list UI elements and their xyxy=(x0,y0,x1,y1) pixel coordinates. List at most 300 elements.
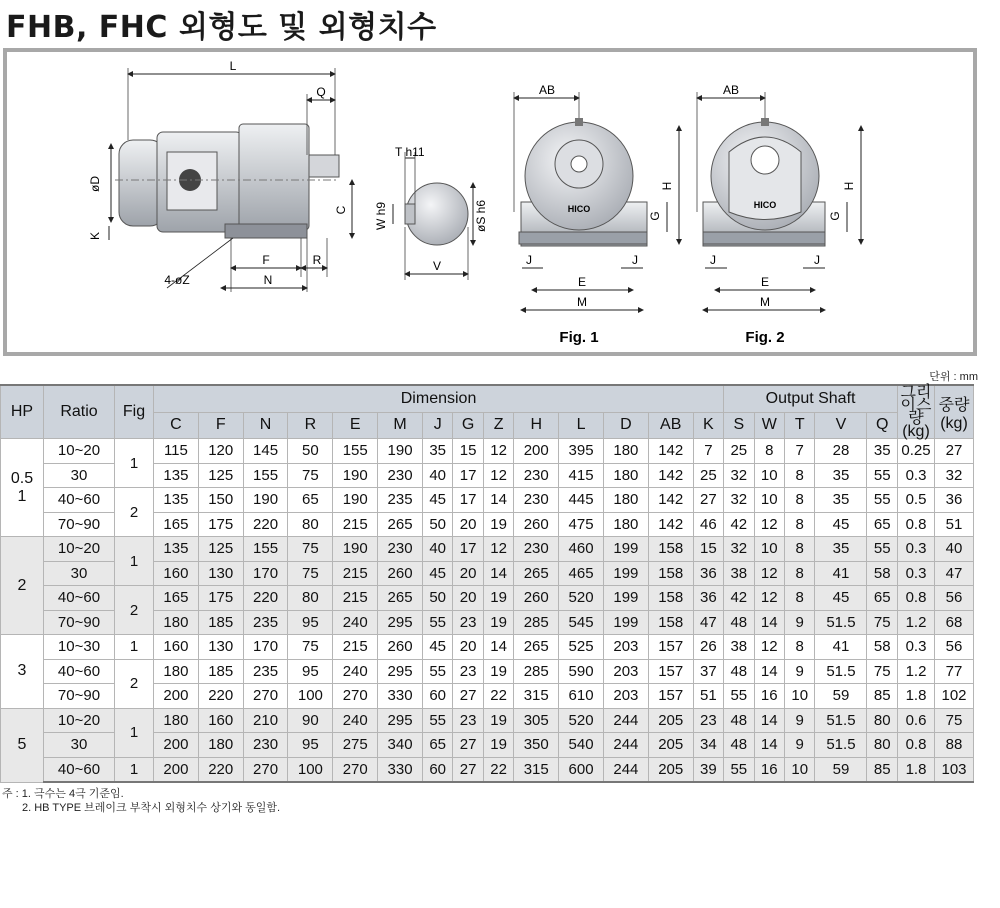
value-cell: 75 xyxy=(935,708,974,733)
value-cell: 75 xyxy=(288,463,333,488)
brand-label: HICO xyxy=(567,204,591,214)
label-D: øD xyxy=(88,176,102,192)
header-grease: 그리 이스량 (kg) xyxy=(898,385,935,439)
table-row xyxy=(1,635,974,660)
value-cell: 28 xyxy=(815,439,867,464)
value-cell: 80 xyxy=(288,512,333,537)
value-cell: 244 xyxy=(603,757,648,782)
value-cell: 285 xyxy=(514,610,559,635)
value-cell: 32 xyxy=(935,463,974,488)
column-header: H xyxy=(514,412,559,438)
value-cell: 39 xyxy=(693,757,723,782)
value-cell: 51.5 xyxy=(815,733,867,758)
value-cell: 244 xyxy=(603,733,648,758)
header-fig: Fig xyxy=(115,385,154,439)
value-cell: 8 xyxy=(785,586,815,611)
value-cell: 16 xyxy=(754,684,784,709)
value-cell: 155 xyxy=(243,463,288,488)
value-cell: 19 xyxy=(483,512,513,537)
value-cell: 9 xyxy=(785,659,815,684)
value-cell: 20 xyxy=(453,635,483,660)
value-cell: 160 xyxy=(154,561,199,586)
column-header: S xyxy=(724,412,754,438)
value-cell: 244 xyxy=(603,708,648,733)
value-cell: 22 xyxy=(483,684,513,709)
value-cell: 600 xyxy=(559,757,604,782)
value-cell: 25 xyxy=(724,439,754,464)
value-cell: 68 xyxy=(935,610,974,635)
value-cell: 199 xyxy=(603,537,648,562)
fig-cell: 1 xyxy=(115,439,154,488)
column-header: K xyxy=(693,412,723,438)
value-cell: 20 xyxy=(453,512,483,537)
value-cell: 215 xyxy=(333,561,378,586)
header-dimension: Dimension xyxy=(154,385,724,412)
value-cell: 610 xyxy=(559,684,604,709)
value-cell: 56 xyxy=(935,635,974,660)
value-cell: 285 xyxy=(514,659,559,684)
label-T: T h11 xyxy=(395,145,425,159)
value-cell: 295 xyxy=(378,659,423,684)
value-cell: 265 xyxy=(378,512,423,537)
value-cell: 41 xyxy=(815,635,867,660)
value-cell: 0.6 xyxy=(898,708,935,733)
header-weight: 중량 (kg) xyxy=(935,385,974,439)
value-cell: 8 xyxy=(785,635,815,660)
value-cell: 295 xyxy=(378,610,423,635)
value-cell: 260 xyxy=(514,586,559,611)
value-cell: 15 xyxy=(693,537,723,562)
column-header: AB xyxy=(648,412,693,438)
header-hp: HP xyxy=(1,385,44,439)
value-cell: 350 xyxy=(514,733,559,758)
value-cell: 7 xyxy=(693,439,723,464)
value-cell: 525 xyxy=(559,635,604,660)
hp-cell: 2 xyxy=(1,537,44,635)
value-cell: 240 xyxy=(333,610,378,635)
value-cell: 77 xyxy=(935,659,974,684)
value-cell: 180 xyxy=(154,659,199,684)
value-cell: 8 xyxy=(785,512,815,537)
value-cell: 85 xyxy=(867,757,898,782)
value-cell: 12 xyxy=(754,561,784,586)
value-cell: 260 xyxy=(378,561,423,586)
header-ratio: Ratio xyxy=(44,385,115,439)
value-cell: 205 xyxy=(648,733,693,758)
value-cell: 100 xyxy=(288,684,333,709)
value-cell: 55 xyxy=(422,708,452,733)
value-cell: 38 xyxy=(724,561,754,586)
value-cell: 55 xyxy=(724,684,754,709)
value-cell: 200 xyxy=(514,439,559,464)
value-cell: 142 xyxy=(648,488,693,513)
value-cell: 545 xyxy=(559,610,604,635)
value-cell: 175 xyxy=(198,512,243,537)
value-cell: 32 xyxy=(724,488,754,513)
value-cell: 330 xyxy=(378,684,423,709)
value-cell: 27 xyxy=(693,488,723,513)
label-V: V xyxy=(432,259,442,273)
value-cell: 190 xyxy=(378,439,423,464)
value-cell: 340 xyxy=(378,733,423,758)
value-cell: 520 xyxy=(559,708,604,733)
value-cell: 315 xyxy=(514,757,559,782)
table-row xyxy=(1,537,974,562)
value-cell: 9 xyxy=(785,733,815,758)
value-cell: 51.5 xyxy=(815,659,867,684)
value-cell: 270 xyxy=(243,684,288,709)
label-N: N xyxy=(263,273,273,287)
value-cell: 25 xyxy=(693,463,723,488)
value-cell: 200 xyxy=(154,684,199,709)
value-cell: 12 xyxy=(483,537,513,562)
value-cell: 55 xyxy=(867,463,898,488)
value-cell: 115 xyxy=(154,439,199,464)
value-cell: 230 xyxy=(378,463,423,488)
value-cell: 42 xyxy=(724,512,754,537)
value-cell: 220 xyxy=(243,586,288,611)
value-cell: 14 xyxy=(754,733,784,758)
value-cell: 48 xyxy=(724,610,754,635)
value-cell: 80 xyxy=(867,733,898,758)
column-header: W xyxy=(754,412,784,438)
header-output-shaft: Output Shaft xyxy=(724,385,898,412)
value-cell: 130 xyxy=(198,635,243,660)
value-cell: 135 xyxy=(154,488,199,513)
value-cell: 32 xyxy=(724,537,754,562)
value-cell: 180 xyxy=(603,463,648,488)
value-cell: 59 xyxy=(815,684,867,709)
value-cell: 180 xyxy=(603,488,648,513)
value-cell: 58 xyxy=(867,561,898,586)
table-row xyxy=(1,488,974,513)
value-cell: 80 xyxy=(867,708,898,733)
value-cell: 95 xyxy=(288,610,333,635)
value-cell: 180 xyxy=(603,512,648,537)
value-cell: 215 xyxy=(333,635,378,660)
value-cell: 48 xyxy=(724,659,754,684)
value-cell: 165 xyxy=(154,512,199,537)
value-cell: 330 xyxy=(378,757,423,782)
value-cell: 170 xyxy=(243,635,288,660)
value-cell: 235 xyxy=(243,659,288,684)
value-cell: 51.5 xyxy=(815,708,867,733)
label-E-2: E xyxy=(760,275,770,289)
label-L: L xyxy=(229,59,237,73)
note-1: 주 : 1. 극수는 4극 기준임. xyxy=(2,788,124,800)
value-cell: 17 xyxy=(453,537,483,562)
value-cell: 45 xyxy=(815,512,867,537)
value-cell: 7 xyxy=(785,439,815,464)
value-cell: 158 xyxy=(648,586,693,611)
value-cell: 34 xyxy=(693,733,723,758)
value-cell: 16 xyxy=(754,757,784,782)
column-header: E xyxy=(333,412,378,438)
value-cell: 80 xyxy=(288,586,333,611)
value-cell: 155 xyxy=(243,537,288,562)
value-cell: 215 xyxy=(333,586,378,611)
value-cell: 160 xyxy=(198,708,243,733)
value-cell: 200 xyxy=(154,757,199,782)
label-K: K xyxy=(88,231,102,241)
value-cell: 32 xyxy=(724,463,754,488)
value-cell: 103 xyxy=(935,757,974,782)
value-cell: 205 xyxy=(648,708,693,733)
value-cell: 35 xyxy=(815,537,867,562)
value-cell: 0.8 xyxy=(898,586,935,611)
ratio-cell: 30 xyxy=(44,463,115,488)
value-cell: 100 xyxy=(288,757,333,782)
ratio-cell: 10~20 xyxy=(44,708,115,733)
value-cell: 203 xyxy=(603,684,648,709)
value-cell: 475 xyxy=(559,512,604,537)
value-cell: 142 xyxy=(648,439,693,464)
ratio-cell: 30 xyxy=(44,561,115,586)
value-cell: 14 xyxy=(754,708,784,733)
value-cell: 0.3 xyxy=(898,635,935,660)
value-cell: 265 xyxy=(514,635,559,660)
value-cell: 65 xyxy=(288,488,333,513)
column-header: G xyxy=(453,412,483,438)
value-cell: 210 xyxy=(243,708,288,733)
value-cell: 190 xyxy=(333,488,378,513)
dimension-table xyxy=(0,384,974,783)
value-cell: 36 xyxy=(693,586,723,611)
value-cell: 14 xyxy=(754,610,784,635)
value-cell: 65 xyxy=(867,512,898,537)
ratio-cell: 40~60 xyxy=(44,757,115,782)
fig1-front-view xyxy=(519,118,647,246)
column-header: M xyxy=(378,412,423,438)
value-cell: 180 xyxy=(154,610,199,635)
value-cell: 190 xyxy=(243,488,288,513)
value-cell: 37 xyxy=(693,659,723,684)
ratio-cell: 70~90 xyxy=(44,684,115,709)
value-cell: 185 xyxy=(198,659,243,684)
motor-side-view xyxy=(115,124,339,238)
value-cell: 10 xyxy=(785,684,815,709)
value-cell: 205 xyxy=(648,757,693,782)
ratio-cell: 70~90 xyxy=(44,610,115,635)
value-cell: 45 xyxy=(422,635,452,660)
value-cell: 58 xyxy=(867,635,898,660)
value-cell: 65 xyxy=(422,733,452,758)
value-cell: 56 xyxy=(935,586,974,611)
value-cell: 26 xyxy=(693,635,723,660)
value-cell: 295 xyxy=(378,708,423,733)
value-cell: 12 xyxy=(483,463,513,488)
value-cell: 75 xyxy=(288,561,333,586)
value-cell: 315 xyxy=(514,684,559,709)
value-cell: 75 xyxy=(288,537,333,562)
value-cell: 47 xyxy=(693,610,723,635)
value-cell: 150 xyxy=(198,488,243,513)
value-cell: 8 xyxy=(785,537,815,562)
column-header: F xyxy=(198,412,243,438)
value-cell: 14 xyxy=(754,659,784,684)
hp-cell: 0.5 1 xyxy=(1,439,44,537)
value-cell: 230 xyxy=(514,537,559,562)
ratio-cell: 10~30 xyxy=(44,635,115,660)
ratio-cell: 30 xyxy=(44,733,115,758)
label-M-2: M xyxy=(760,295,770,309)
value-cell: 165 xyxy=(154,586,199,611)
value-cell: 395 xyxy=(559,439,604,464)
value-cell: 10 xyxy=(754,463,784,488)
value-cell: 10 xyxy=(754,537,784,562)
value-cell: 22 xyxy=(483,757,513,782)
value-cell: 185 xyxy=(198,610,243,635)
value-cell: 120 xyxy=(198,439,243,464)
value-cell: 40 xyxy=(422,537,452,562)
value-cell: 46 xyxy=(693,512,723,537)
value-cell: 55 xyxy=(867,537,898,562)
value-cell: 460 xyxy=(559,537,604,562)
value-cell: 19 xyxy=(483,659,513,684)
value-cell: 59 xyxy=(815,757,867,782)
value-cell: 520 xyxy=(559,586,604,611)
table-row xyxy=(1,439,974,464)
value-cell: 203 xyxy=(603,635,648,660)
value-cell: 85 xyxy=(867,684,898,709)
value-cell: 270 xyxy=(243,757,288,782)
value-cell: 47 xyxy=(935,561,974,586)
fig2-caption: Fig. 2 xyxy=(745,329,785,346)
value-cell: 1.8 xyxy=(898,684,935,709)
value-cell: 0.8 xyxy=(898,512,935,537)
value-cell: 9 xyxy=(785,610,815,635)
column-header: J xyxy=(422,412,452,438)
value-cell: 9 xyxy=(785,708,815,733)
value-cell: 95 xyxy=(288,733,333,758)
table-row xyxy=(1,708,974,733)
value-cell: 160 xyxy=(154,635,199,660)
value-cell: 235 xyxy=(378,488,423,513)
value-cell: 14 xyxy=(483,635,513,660)
value-cell: 50 xyxy=(288,439,333,464)
value-cell: 158 xyxy=(648,537,693,562)
value-cell: 19 xyxy=(483,708,513,733)
shaft-end-view xyxy=(405,183,468,245)
value-cell: 135 xyxy=(154,463,199,488)
value-cell: 15 xyxy=(453,439,483,464)
value-cell: 35 xyxy=(867,439,898,464)
value-cell: 445 xyxy=(559,488,604,513)
value-cell: 260 xyxy=(514,512,559,537)
brand-label-2: HICO xyxy=(753,200,777,210)
label-W: W h9 xyxy=(374,201,388,231)
value-cell: 55 xyxy=(422,659,452,684)
value-cell: 8 xyxy=(754,439,784,464)
label-J-1b: J xyxy=(632,253,638,267)
value-cell: 220 xyxy=(243,512,288,537)
value-cell: 130 xyxy=(198,561,243,586)
value-cell: 23 xyxy=(453,708,483,733)
value-cell: 190 xyxy=(333,537,378,562)
fig-cell: 2 xyxy=(115,659,154,708)
hp-cell: 5 xyxy=(1,708,44,782)
value-cell: 75 xyxy=(288,635,333,660)
dimension-table-body xyxy=(1,439,974,783)
value-cell: 48 xyxy=(724,708,754,733)
value-cell: 157 xyxy=(648,684,693,709)
value-cell: 27 xyxy=(453,684,483,709)
value-cell: 305 xyxy=(514,708,559,733)
value-cell: 19 xyxy=(483,586,513,611)
value-cell: 1.2 xyxy=(898,659,935,684)
value-cell: 55 xyxy=(724,757,754,782)
value-cell: 180 xyxy=(603,439,648,464)
value-cell: 200 xyxy=(154,733,199,758)
value-cell: 12 xyxy=(754,512,784,537)
value-cell: 199 xyxy=(603,586,648,611)
value-cell: 45 xyxy=(815,586,867,611)
value-cell: 180 xyxy=(154,708,199,733)
value-cell: 10 xyxy=(754,488,784,513)
label-H-2: H xyxy=(842,181,856,191)
value-cell: 95 xyxy=(288,659,333,684)
label-E-1: E xyxy=(577,275,587,289)
value-cell: 42 xyxy=(724,586,754,611)
value-cell: 8 xyxy=(785,488,815,513)
value-cell: 265 xyxy=(378,586,423,611)
value-cell: 35 xyxy=(422,439,452,464)
value-cell: 40 xyxy=(935,537,974,562)
value-cell: 20 xyxy=(453,586,483,611)
label-S: øS h6 xyxy=(474,199,488,233)
table-row xyxy=(1,659,974,684)
fig2-front-view xyxy=(703,118,825,246)
value-cell: 157 xyxy=(648,635,693,660)
value-cell: 10 xyxy=(785,757,815,782)
dimension-drawing xyxy=(7,52,973,352)
value-cell: 230 xyxy=(514,488,559,513)
value-cell: 260 xyxy=(378,635,423,660)
label-F: F xyxy=(262,253,270,267)
value-cell: 203 xyxy=(603,659,648,684)
value-cell: 0.25 xyxy=(898,439,935,464)
value-cell: 88 xyxy=(935,733,974,758)
value-cell: 50 xyxy=(422,586,452,611)
label-Q: Q xyxy=(316,85,326,99)
value-cell: 27 xyxy=(935,439,974,464)
value-cell: 220 xyxy=(198,757,243,782)
value-cell: 50 xyxy=(422,512,452,537)
fig-cell: 2 xyxy=(115,586,154,635)
value-cell: 51.5 xyxy=(815,610,867,635)
value-cell: 0.8 xyxy=(898,733,935,758)
value-cell: 240 xyxy=(333,659,378,684)
label-R: R xyxy=(312,253,322,267)
table-row xyxy=(1,757,974,782)
value-cell: 1.8 xyxy=(898,757,935,782)
value-cell: 240 xyxy=(333,708,378,733)
value-cell: 102 xyxy=(935,684,974,709)
value-cell: 60 xyxy=(422,684,452,709)
value-cell: 270 xyxy=(333,684,378,709)
value-cell: 19 xyxy=(483,610,513,635)
value-cell: 60 xyxy=(422,757,452,782)
label-G-1: G xyxy=(648,211,662,221)
dimension-drawing-panel xyxy=(3,48,977,356)
value-cell: 90 xyxy=(288,708,333,733)
value-cell: 12 xyxy=(483,439,513,464)
value-cell: 20 xyxy=(453,561,483,586)
value-cell: 190 xyxy=(333,463,378,488)
page-title: FHB, FHC 외형도 및 외형치수 xyxy=(6,10,437,45)
value-cell: 45 xyxy=(422,488,452,513)
value-cell: 145 xyxy=(243,439,288,464)
